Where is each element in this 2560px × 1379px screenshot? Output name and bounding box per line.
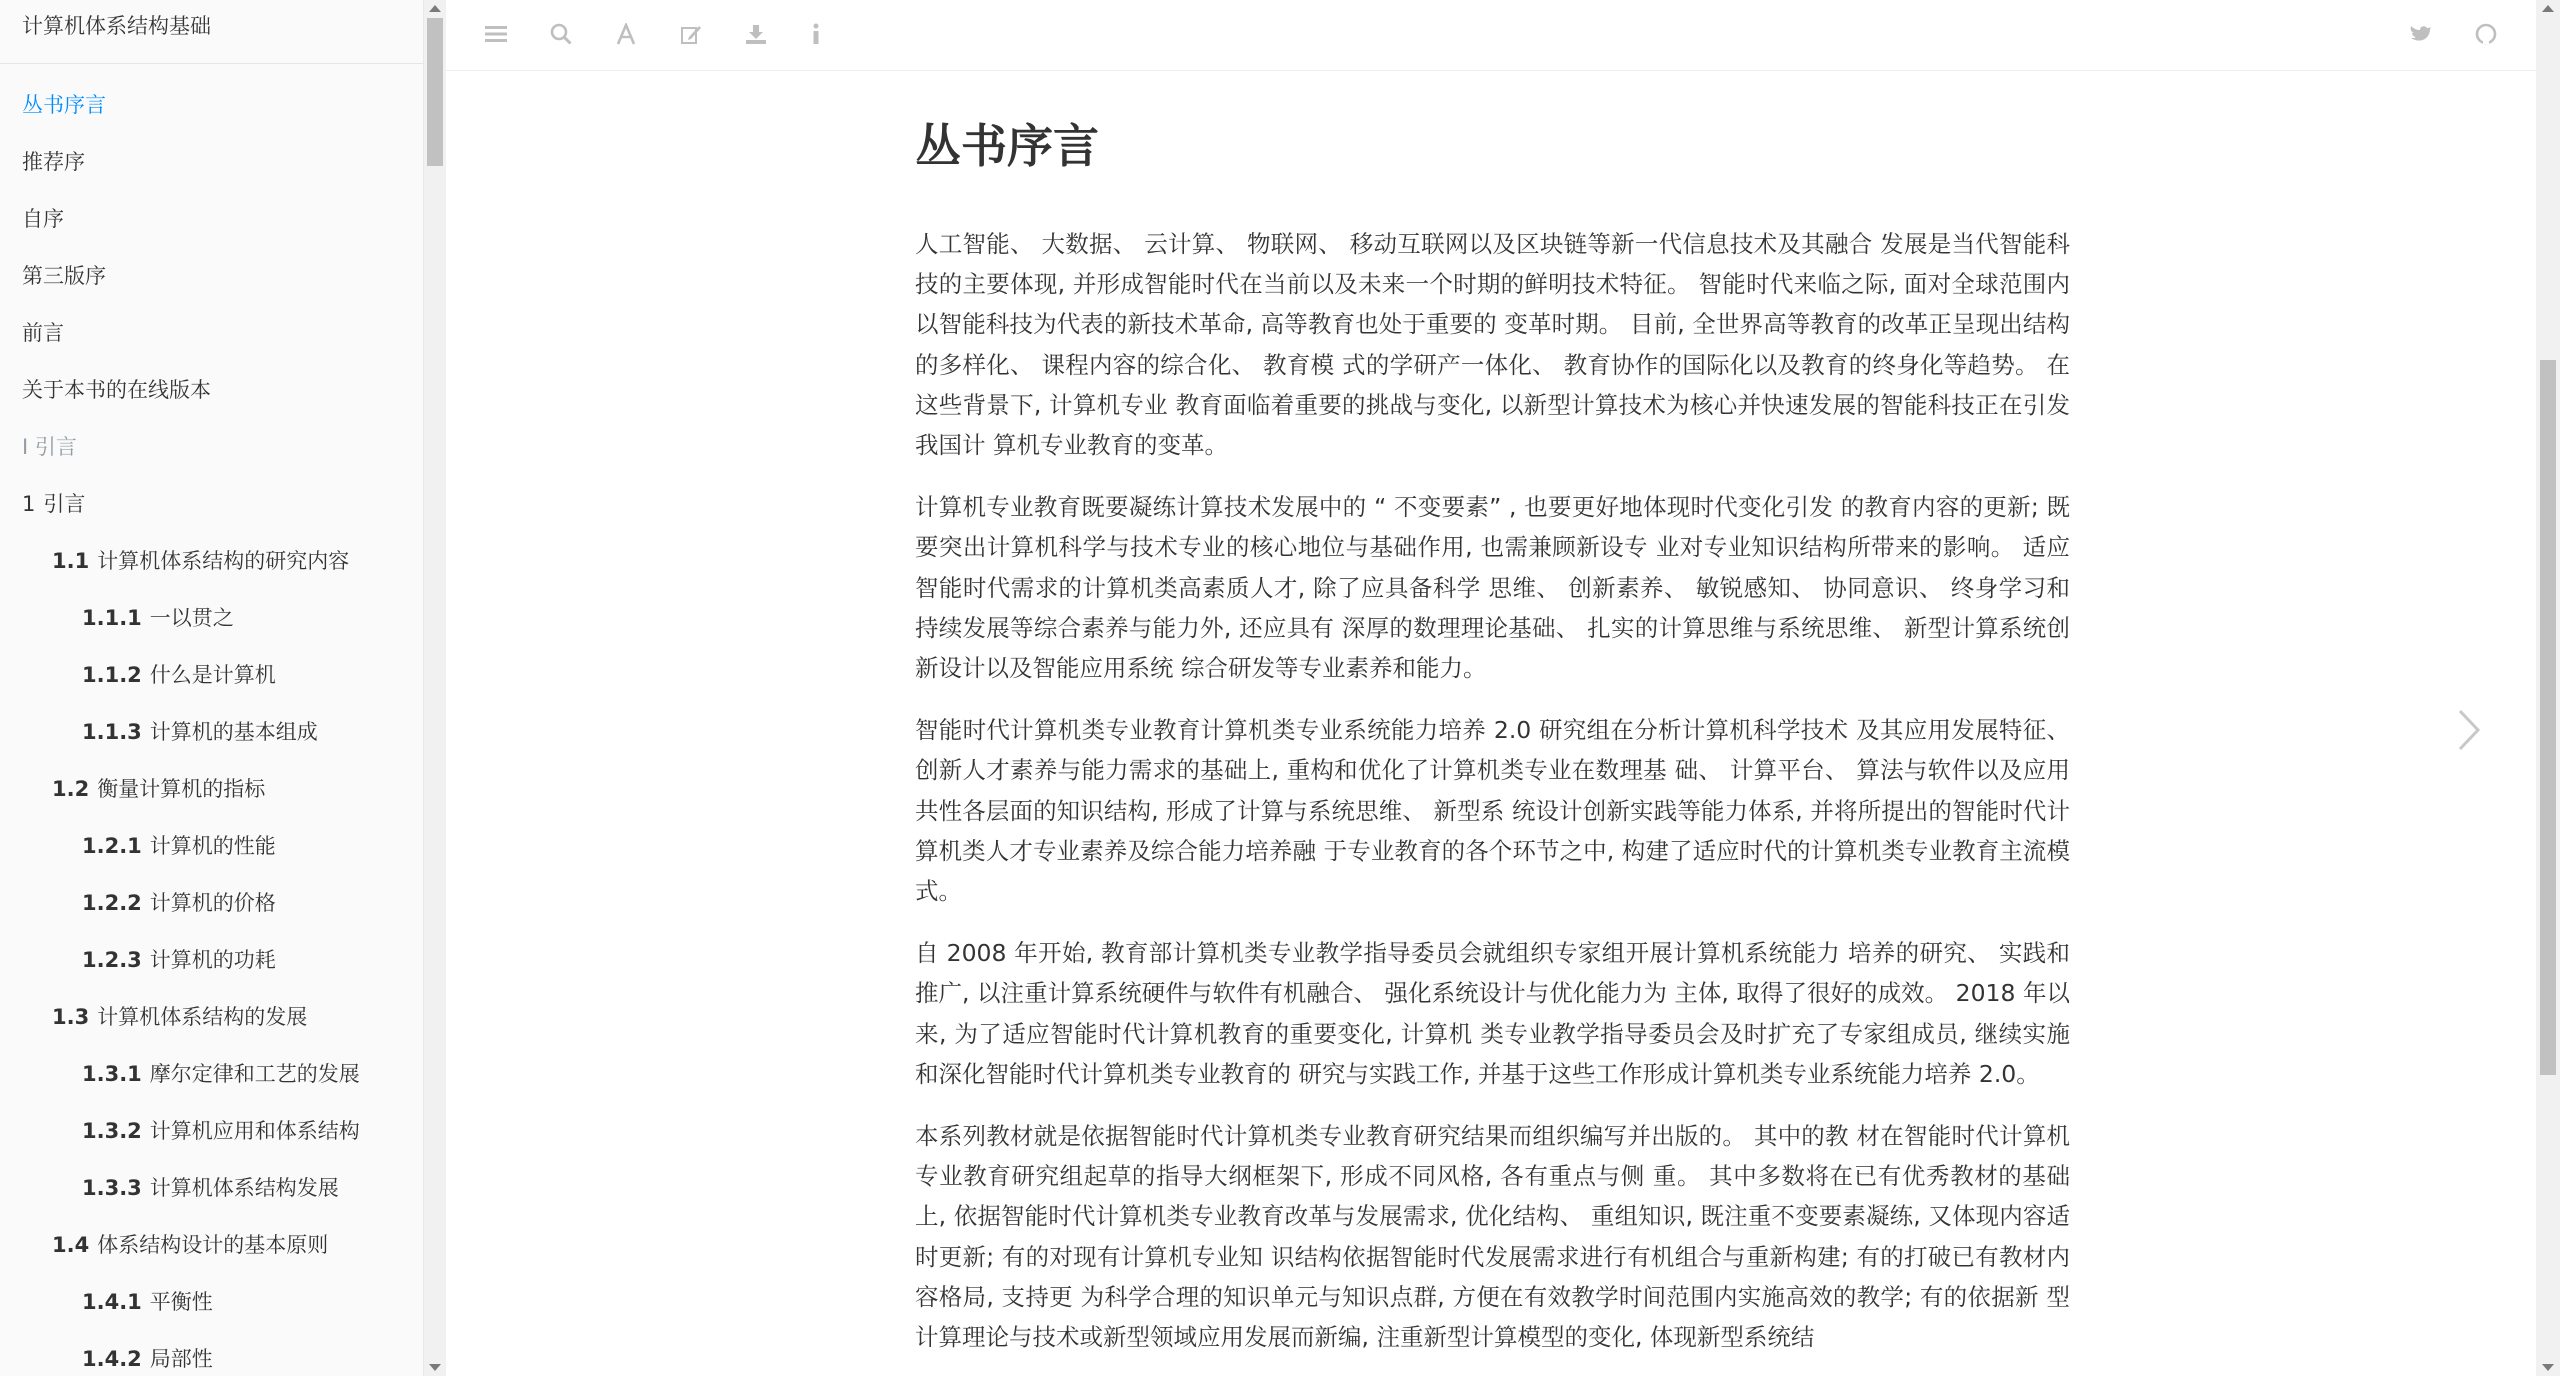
toc-item-label: 衡量计算机的指标 xyxy=(97,777,266,801)
toc-item-label: 计算机的价格 xyxy=(149,891,276,915)
toc-item-label: 计算机体系结构发展 xyxy=(149,1176,339,1200)
toc-item[interactable] xyxy=(0,310,424,367)
toc-item[interactable] xyxy=(0,595,424,652)
page-title: 丛书序言 xyxy=(915,119,1099,173)
toc-item-number: 1.4.1 xyxy=(82,1290,142,1314)
toc-item-label: 计算机的功耗 xyxy=(149,948,276,972)
paragraph: 计算机专业教育既要凝练计算技术发展中的 “ 不变要素” , 也要更好地体现时代变化引发 的教育内容的更新; 既要突出计算机科学与技术专业的核心地位与基础作用, 也需兼顾新设专 业对专业知识结构所带来的影响。 适应智能时代需求的计算机类高素质人才, 除了应具备科学 思维、 创新素养、 敏锐感知、 协同意识、 终身学习和持续发展等综合素养与能力外, 还应具有 深厚的数理理论基础、 扎实的计算思维与系统思维、 新型计算系统创新设计以及智能应用系统 综合研发等专业素养和能力。 xyxy=(915,493,2070,683)
toc-item-label: 一以贯之 xyxy=(149,606,234,630)
toc-item-number: 1.1.1 xyxy=(82,606,142,630)
toc-item-label: 计算机应用和体系结构 xyxy=(149,1119,360,1143)
toc-item[interactable] xyxy=(0,994,424,1051)
toc-item-label: 计算机体系结构的发展 xyxy=(97,1005,308,1029)
scroll-up-arrow-icon[interactable] xyxy=(429,5,441,12)
next-page-chevron-icon[interactable] xyxy=(2454,705,2484,755)
toc-item-number: 1.3 xyxy=(52,1005,90,1029)
paragraph: 智能时代计算机类专业教育计算机类专业系统能力培养 2.0 研究组在分析计算机科学技术 及其应用发展特征、 创新人才素养与能力需求的基础上, 重构和优化了计算机类专业在数理基 础、 计算平台、 算法与软件以及应用共性各层面的知识结构, 形成了计算与系统思维、 新型系 统设计创新实践等能力体系, 并将所提出的智能时代计算机类人才专业素养及综合能力培养融 于专业教育的各个环节之中, 构建了适应时代的计算机类专业教育主流模式。 xyxy=(915,716,2070,906)
menu-icon[interactable] xyxy=(476,14,516,54)
toc-item-label: 体系结构设计的基本原则 xyxy=(97,1233,329,1257)
paragraph: 人工智能、 大数据、 云计算、 物联网、 移动互联网以及区块链等新一代信息技术及其融合 发展是当代智能科技的主要体现, 并形成智能时代在当前以及未来一个时期的鲜明技术特征。 智能时代来临之际, 面对全球范围内以智能科技为代表的新技术革命, 高等教育也处于重要的 变革时期。 目前, 全世界高等教育的改革正呈现出结构的多样化、 课程内容的综合化、 教育模 式的学研产一体化、 教育协作的国际化以及教育的终身化等趋势。 在这些背景下, 计算机专业 教育面临着重要的挑战与变化, 以新型计算技术为核心并快速发展的智能科技正在引发我国计 算机专业教育的变革。 xyxy=(915,230,2070,460)
page-scrollbar-thumb[interactable] xyxy=(2540,360,2556,1075)
toc-item-label: 前言 xyxy=(22,321,64,345)
toc-item-number: 1.3.3 xyxy=(82,1176,142,1200)
toc-item[interactable] xyxy=(0,1108,424,1165)
toc-part-header xyxy=(0,424,424,481)
toc-item[interactable] xyxy=(0,937,424,994)
toc-item-number: 1.2 xyxy=(52,777,90,801)
toc-item-label: 丛书序言 xyxy=(22,93,106,117)
toc-item-number: 1.3.2 xyxy=(82,1119,142,1143)
book-title[interactable]: 计算机体系结构基础 xyxy=(22,14,211,38)
toc-item-label: 局部性 xyxy=(149,1347,213,1371)
toc-item[interactable] xyxy=(0,1165,424,1222)
toc-item-label: 计算机的基本组成 xyxy=(149,720,318,744)
toc-item-label: 引言 xyxy=(43,492,86,516)
toc-item[interactable] xyxy=(0,367,424,424)
toc-item-label: 关于本书的在线版本 xyxy=(22,378,211,402)
toc-item-label: 计算机体系结构的研究内容 xyxy=(97,549,350,573)
toc-item[interactable] xyxy=(0,1051,424,1108)
toc-item-number: 1.4 xyxy=(52,1233,90,1257)
toc-item-number: 1.2.2 xyxy=(82,891,142,915)
sidebar-divider xyxy=(0,63,423,64)
scroll-up-arrow-icon[interactable] xyxy=(2542,5,2554,12)
toc-item-number: 1 xyxy=(22,492,36,516)
toc-item-label: 第三版序 xyxy=(22,264,106,288)
toc-item[interactable] xyxy=(0,82,424,139)
sidebar-scrollbar[interactable] xyxy=(424,0,446,1376)
toc-item[interactable] xyxy=(0,709,424,766)
twitter-icon[interactable] xyxy=(2401,14,2441,54)
toc-item-label: 摩尔定律和工艺的发展 xyxy=(149,1062,360,1086)
toc-item-label: 平衡性 xyxy=(149,1290,213,1314)
toc-item-label: 自序 xyxy=(22,207,64,231)
sidebar-scrollbar-thumb[interactable] xyxy=(427,18,443,166)
scroll-down-arrow-icon[interactable] xyxy=(429,1364,441,1371)
page-content xyxy=(915,110,2070,1379)
toc-item-number: 1.1.2 xyxy=(82,663,142,687)
table-of-contents xyxy=(0,82,424,1376)
paragraph: 自 2008 年开始, 教育部计算机类专业教学指导委员会就组织专家组开展计算机系统能力 培养的研究、 实践和推广, 以注重计算系统硬件与软件有机融合、 强化系统设计与优化能力为 主体, 取得了很好的成效。 2018 年以来, 为了适应智能时代计算机教育的重要变化, 计算机 类专业教学指导委员会及时扩充了专家组成员, 继续实施和深化智能时代计算机类专业教育的 研究与实践工作, 并基于这些工作形成计算机类专业系统能力培养 2.0。 xyxy=(915,939,2070,1088)
github-icon[interactable] xyxy=(2466,14,2506,54)
toc-item[interactable] xyxy=(0,823,424,880)
paragraph: 本系列教材就是依据智能时代计算机类专业教育研究结果而组织编写并出版的。 其中的教 材在智能时代计算机专业教育研究组起草的指导大纲框架下, 形成不同风格, 各有重点与侧 重。 其中多数将在已有优秀教材的基础上, 依据智能时代计算机类专业教育改革与发展需求, 优化结构、 重组知识, 既注重不变要素凝练, 又体现内容适时更新; 有的对现有计算机专业知 识结构依据智能时代发展需求进行有机组合与重新构建; 有的打破已有教材内容格局, 支持更 为科学合理的知识单元与知识点群, 方便在有效教学时间范围内实施高效的教学; 有的依据新 型计算理论与技术或新型领域应用发展而新编, 注重新型计算模型的变化, 体现新型系统结 xyxy=(915,1122,2070,1352)
toc-item-number: 1.1 xyxy=(52,549,90,573)
toc-item-number: 1.4.2 xyxy=(82,1347,142,1371)
toc-item[interactable] xyxy=(0,1279,424,1336)
toc-item-label: I 引言 xyxy=(22,435,77,459)
page-body xyxy=(915,224,2070,1357)
edit-icon[interactable] xyxy=(671,14,711,54)
toc-item[interactable] xyxy=(0,652,424,709)
scroll-down-arrow-icon[interactable] xyxy=(2542,1364,2554,1371)
toc-item-number: 1.3.1 xyxy=(82,1062,142,1086)
toc-item[interactable] xyxy=(0,880,424,937)
header-toolbar xyxy=(446,0,2536,71)
toc-item-number: 1.1.3 xyxy=(82,720,142,744)
font-icon[interactable] xyxy=(606,14,646,54)
toc-item[interactable] xyxy=(0,481,424,538)
toc-item[interactable] xyxy=(0,139,424,196)
page-scrollbar[interactable] xyxy=(2536,0,2560,1376)
toc-item[interactable] xyxy=(0,1222,424,1279)
toc-item-number: 1.2.3 xyxy=(82,948,142,972)
toc-item-label: 计算机的性能 xyxy=(149,834,276,858)
toc-item[interactable] xyxy=(0,538,424,595)
download-icon[interactable] xyxy=(736,14,776,54)
toc-item[interactable] xyxy=(0,253,424,310)
toc-item-number: 1.2.1 xyxy=(82,834,142,858)
toc-item[interactable] xyxy=(0,196,424,253)
toc-item[interactable] xyxy=(0,1336,424,1376)
toc-item[interactable] xyxy=(0,766,424,823)
search-icon[interactable] xyxy=(541,14,581,54)
sidebar xyxy=(0,0,424,1376)
toc-item-label: 什么是计算机 xyxy=(149,663,276,687)
toc-item-label: 推荐序 xyxy=(22,150,85,174)
info-icon[interactable] xyxy=(796,14,836,54)
